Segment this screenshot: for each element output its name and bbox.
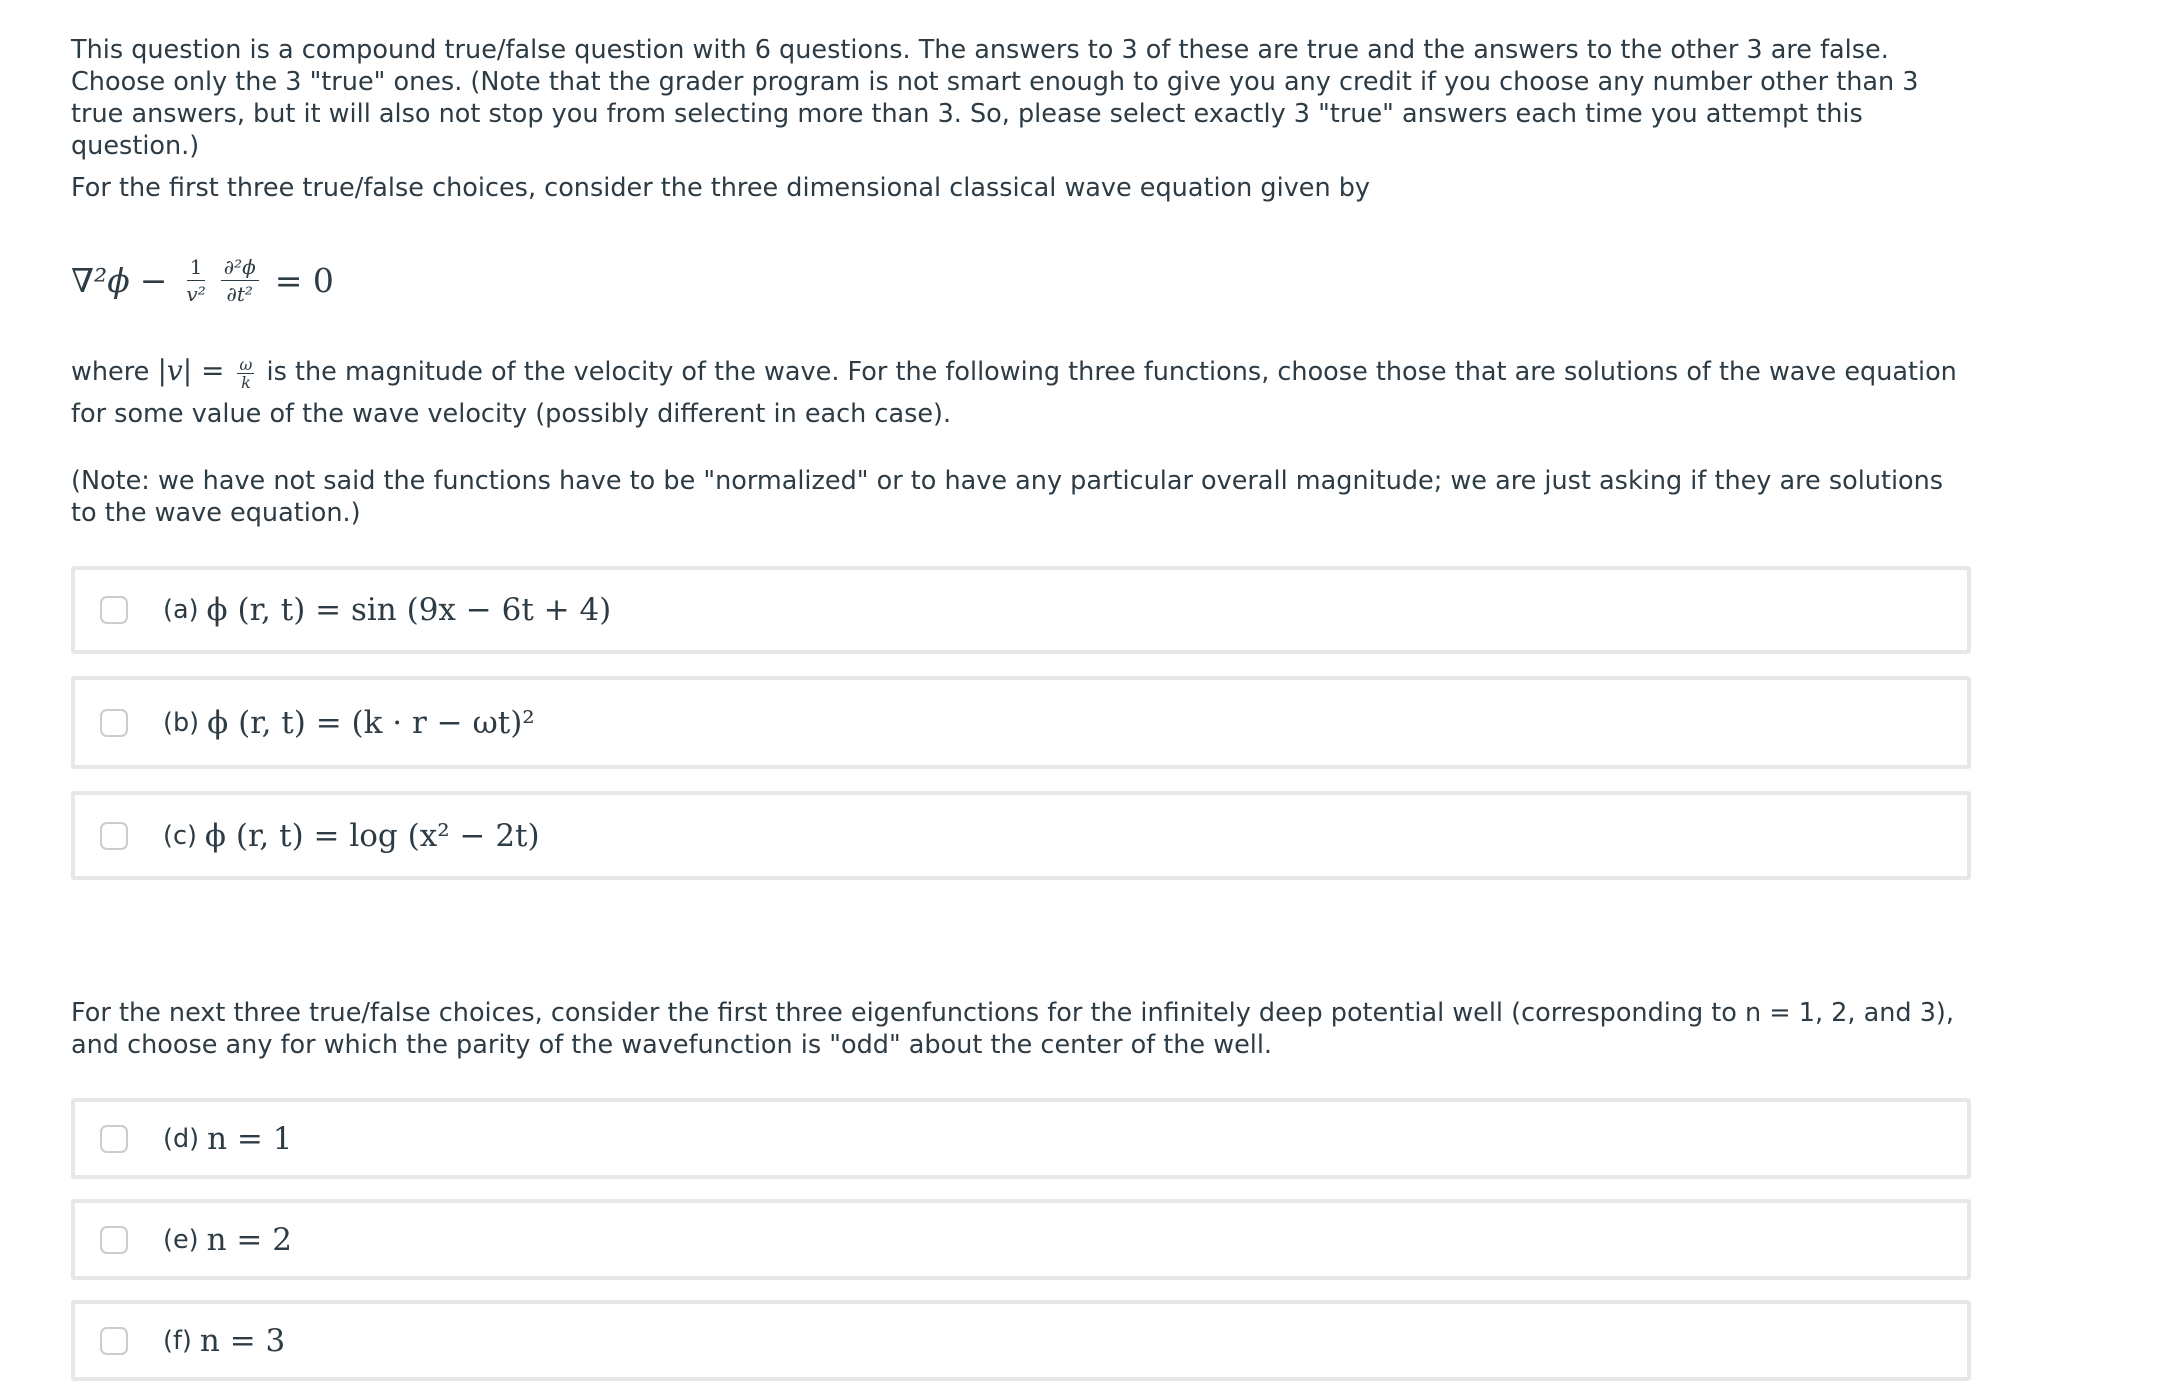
eq-frac-1-den: v² — [186, 281, 206, 306]
answer-expr-a: ϕ (r, t) = sin (9x − 6t + 4) — [206, 592, 612, 628]
answer-expr-b: ϕ (r, t) = (k · r − ωt)² — [207, 704, 535, 741]
answer-expr-f: n = 3 — [199, 1322, 286, 1359]
answer-expr-d: n = 1 — [207, 1120, 293, 1157]
checkbox-c[interactable] — [100, 822, 128, 850]
answer-option-c[interactable] — [71, 791, 1971, 880]
part1-lead: For the first three true/false choices, consider the three dimensional classical wave equation given by — [71, 173, 1371, 203]
answer-option-d[interactable] — [71, 1098, 1971, 1179]
where-paragraph — [71, 350, 1971, 435]
answer-option-b[interactable] — [71, 676, 1971, 769]
where-frac-num: ω — [239, 354, 253, 374]
intro-paragraph: This question is a compound true/false question with 6 questions. The answers to 3 of these are true and the answers to the other 3 are false. Choose only the 3 "true" ones. (Note that the grader program is not smart enough to give you any credit if you choose any number other than 3 true answers, but it will also not stop you from selecting more than 3. So, please select exactly 3 "true" answers each time you attempt this question.) — [71, 35, 1919, 161]
eq-frac-1 — [183, 256, 208, 305]
answer-expr-c: ϕ (r, t) = log (x² − 2t) — [204, 817, 540, 854]
answer-label-e: (e) — [163, 1224, 199, 1255]
eq-frac-1-num: 1 — [187, 256, 206, 281]
where-frac — [237, 356, 254, 391]
where-suffix: is the magnitude of the velocity of the wave. For the following three functions, choose those that are solutions of the wave equation for some value of the wave velocity (possibly different in each case). — [71, 357, 1957, 429]
answer-option-a[interactable] — [71, 566, 1971, 654]
answer-label-c: (c) — [163, 820, 197, 851]
checkbox-d[interactable] — [100, 1125, 128, 1153]
answer-label-b: (b) — [163, 707, 200, 738]
answer-label-d: (d) — [163, 1123, 200, 1154]
where-frac-den: k — [241, 372, 251, 392]
where-abs: |v| — [157, 354, 193, 387]
answer-option-f[interactable] — [71, 1300, 1971, 1381]
answer-option-e[interactable] — [71, 1199, 1971, 1280]
eq-frac-2-den: ∂t² — [226, 281, 253, 306]
eq-minus: − — [139, 260, 168, 300]
where-prefix: where — [71, 357, 158, 387]
eq-frac-2-num: ∂²ϕ — [221, 256, 259, 281]
note-paragraph: (Note: we have not said the functions have to be "normalized" or to have any particular overall magnitude; we are just asking if they are solutions to the wave equation.) — [71, 466, 1944, 528]
answer-label-f: (f) — [163, 1325, 192, 1356]
eq-frac-2 — [221, 256, 259, 305]
checkbox-e[interactable] — [100, 1226, 128, 1254]
checkbox-b[interactable] — [100, 709, 128, 737]
checkbox-f[interactable] — [100, 1327, 128, 1355]
checkbox-a[interactable] — [100, 596, 128, 624]
answer-label-a: (a) — [163, 595, 199, 625]
eq-lhs: ∇²ϕ — [71, 260, 130, 300]
eq-rhs: = 0 — [274, 260, 334, 300]
answer-expr-e: n = 2 — [206, 1221, 292, 1258]
where-eq: = — [192, 354, 234, 387]
wave-equation — [71, 245, 334, 315]
part2-lead: For the next three true/false choices, consider the first three eigenfunctions for the infinitely deep potential well (corresponding to n = 1, 2, and 3), and choose any for which the parity of the wavefunction is "odd" about the center of the well. — [71, 998, 1954, 1060]
